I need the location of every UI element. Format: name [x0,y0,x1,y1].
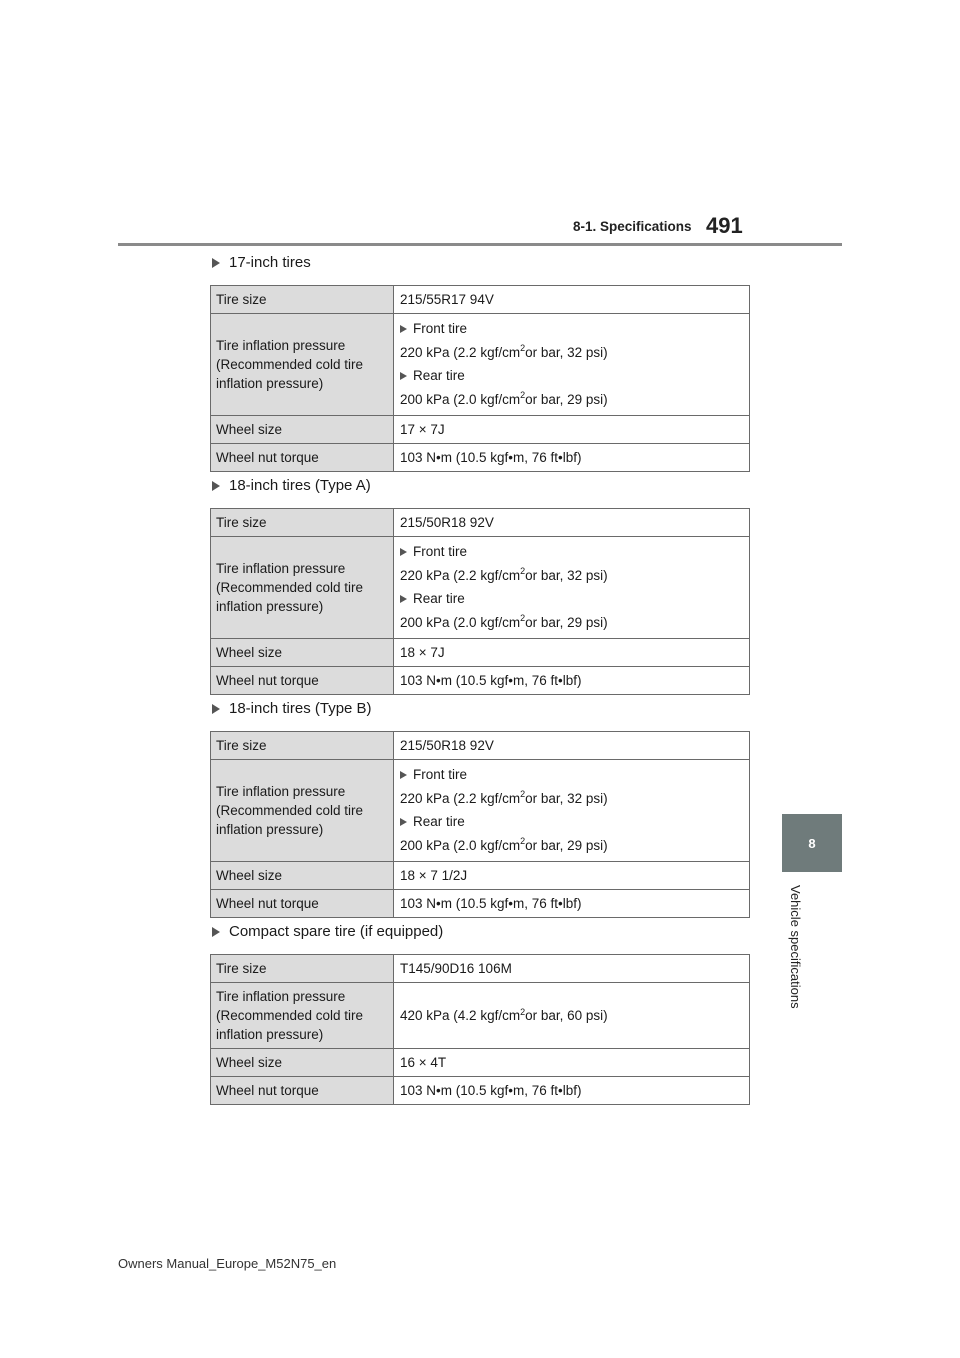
triangle-bullet-icon [400,548,407,556]
value-cell: 17 × 7J [394,416,750,444]
label-cell: Wheel nut torque [211,1077,394,1105]
rear-pressure: 200 kPa (2.0 kgf/cm $^2$ or bar, 29 psi) [400,390,608,407]
triangle-bullet-icon [212,481,220,491]
table-row [211,760,750,862]
table-row [211,732,750,760]
rear-pressure: 200 kPa (2.0 kgf/cm $^2$ or bar, 29 psi) [400,836,608,853]
spec-table-17in [210,285,750,472]
label-cell: Tire size [211,732,394,760]
section-heading-text: 18-inch tires (Type B) [229,700,372,717]
section-heading [212,477,371,494]
value-cell: 103 N•m (10.5 kgf•m, 76 ft•lbf) [394,667,750,695]
rear-tire-subheading: Rear tire [400,588,743,610]
value-cell: 215/50R18 92V [394,732,750,760]
label-line: Tire inflation pressure [216,561,346,576]
page-number: 491 [706,213,743,238]
label-cell [211,537,394,639]
value-cell [394,314,750,416]
spec-table-compact-spare [210,954,750,1105]
value-cell [394,983,750,1049]
label-cell: Tire size [211,286,394,314]
label-line: (Recommended cold tire [216,580,364,595]
spare-pressure: 420 kPa (4.2 kgf/cm $^2$ or bar, 60 psi) [400,1006,608,1023]
front-tire-subheading: Front tire [400,764,743,786]
section-heading [212,700,372,717]
triangle-bullet-icon [212,258,220,268]
value-cell: 103 N•m (10.5 kgf•m, 76 ft•lbf) [394,890,750,918]
label-cell: Wheel size [211,639,394,667]
triangle-bullet-icon [400,595,407,603]
label-line: Tire inflation pressure [216,338,346,353]
footer-manual-id: Owners Manual_Europe_M52N75_en [118,1256,337,1271]
front-pressure: 220 kPa (2.2 kgf/cm $^2$ or bar, 32 psi) [400,566,608,583]
label-cell: Tire size [211,955,394,983]
table-row [211,667,750,695]
value-cell [394,760,750,862]
section-heading [212,923,443,940]
triangle-bullet-icon [400,818,407,826]
label-cell: Wheel size [211,862,394,890]
label-cell: Wheel nut torque [211,667,394,695]
label-line: inflation pressure) [216,822,324,837]
front-pressure: 220 kPa (2.2 kgf/cm $^2$ or bar, 32 psi) [400,789,608,806]
table-row [211,890,750,918]
label-line: Tire inflation pressure [216,784,346,799]
label-cell [211,983,394,1049]
table-row [211,537,750,639]
chapter-title: Vehicle specifications [788,885,803,1009]
value-cell: 103 N•m (10.5 kgf•m, 76 ft•lbf) [394,1077,750,1105]
value-cell: 215/55R17 94V [394,286,750,314]
section-heading-text: Compact spare tire (if equipped) [229,923,444,940]
table-row [211,444,750,472]
table-row [211,862,750,890]
label-line: inflation pressure) [216,1027,324,1042]
label-cell [211,314,394,416]
triangle-bullet-icon [400,325,407,333]
table-row [211,314,750,416]
table-row [211,416,750,444]
section-title: 8-1. Specifications [573,219,692,234]
label-line: (Recommended cold tire [216,803,364,818]
label-line: (Recommended cold tire [216,357,364,372]
triangle-bullet-icon [400,771,407,779]
triangle-bullet-icon [212,704,220,714]
table-row [211,1049,750,1077]
table-row [211,1077,750,1105]
label-cell: Tire size [211,509,394,537]
label-cell: Wheel size [211,1049,394,1077]
table-row [211,509,750,537]
label-line: inflation pressure) [216,376,324,391]
front-tire-subheading: Front tire [400,541,743,563]
value-cell: 16 × 4T [394,1049,750,1077]
label-cell: Wheel nut torque [211,890,394,918]
label-cell: Wheel size [211,416,394,444]
front-tire-subheading: Front tire [400,318,743,340]
triangle-bullet-icon [400,372,407,380]
value-cell: 18 × 7J [394,639,750,667]
triangle-bullet-icon [212,927,220,937]
label-cell [211,760,394,862]
header-divider [118,243,842,246]
value-cell: 18 × 7 1/2J [394,862,750,890]
spec-table-18in-type-a [210,508,750,695]
table-row [211,639,750,667]
section-heading-text: 18-inch tires (Type A) [229,477,371,494]
section-heading-text: 17-inch tires [229,254,311,271]
label-cell: Wheel nut torque [211,444,394,472]
spec-table-18in-type-b [210,731,750,918]
rear-pressure: 200 kPa (2.0 kgf/cm $^2$ or bar, 29 psi) [400,613,608,630]
table-row [211,955,750,983]
rear-tire-subheading: Rear tire [400,365,743,387]
value-cell: 103 N•m (10.5 kgf•m, 76 ft•lbf) [394,444,750,472]
chapter-tab: 8 [782,814,842,872]
chapter-side-label [787,885,805,1035]
label-line: Tire inflation pressure [216,989,346,1004]
front-pressure: 220 kPa (2.2 kgf/cm $^2$ or bar, 32 psi) [400,343,608,360]
rear-tire-subheading: Rear tire [400,811,743,833]
table-row [211,983,750,1049]
value-cell [394,537,750,639]
label-line: (Recommended cold tire [216,1008,364,1023]
label-line: inflation pressure) [216,599,324,614]
value-cell: T145/90D16 106M [394,955,750,983]
section-heading [212,254,311,271]
table-row [211,286,750,314]
value-cell: 215/50R18 92V [394,509,750,537]
